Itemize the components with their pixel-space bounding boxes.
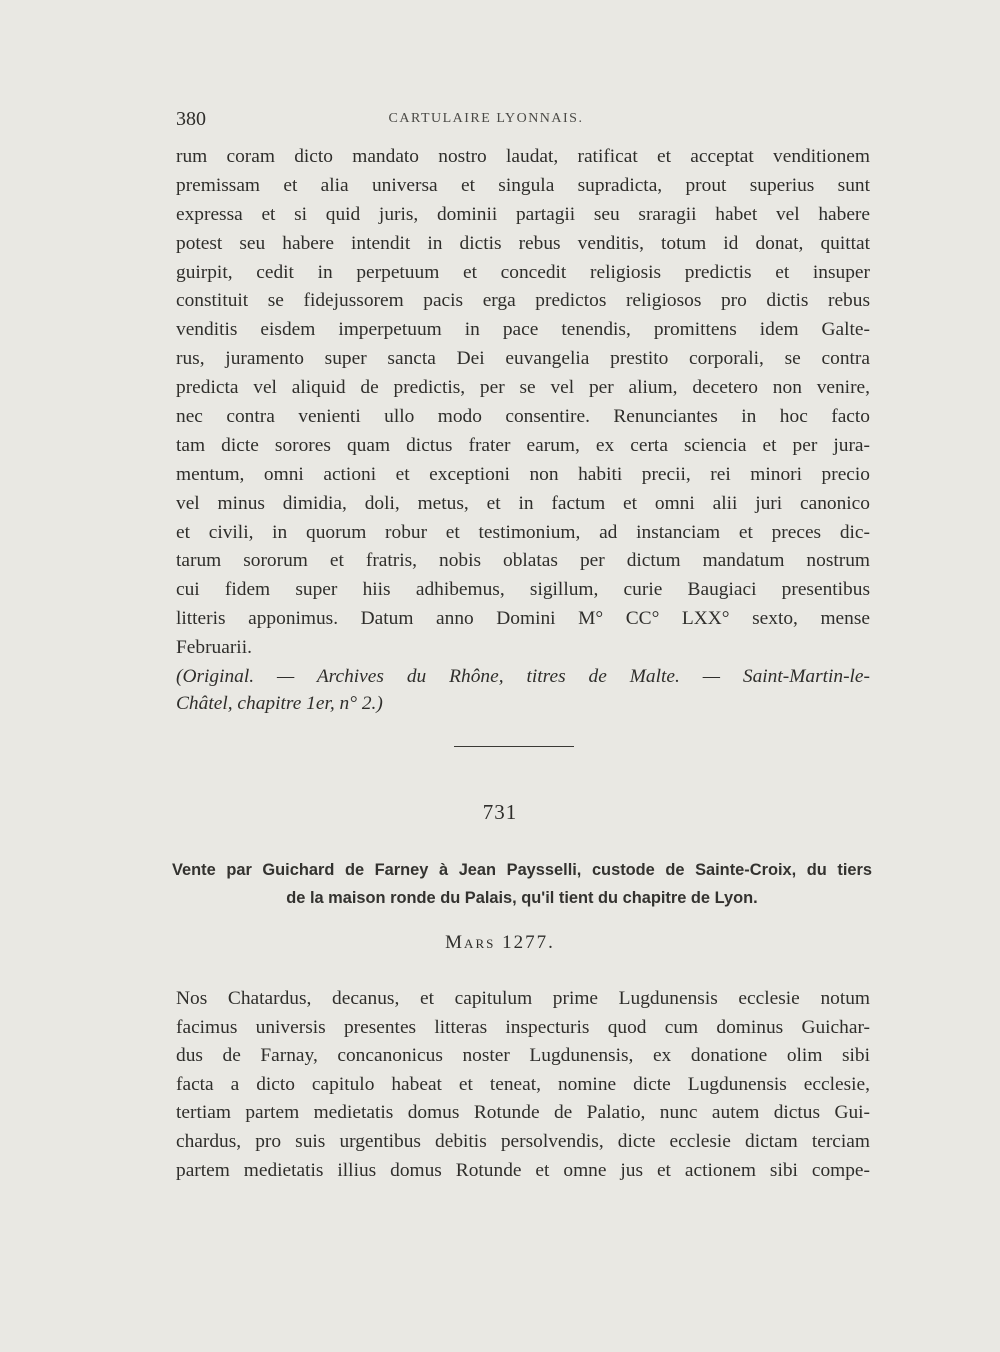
document-title: [172, 856, 872, 912]
text-line: dus de Farnay, concanonicus noster Lugdunensis, ex donatione olim sibi: [176, 1045, 870, 1067]
text-line: rus, juramento super sancta Dei euvangelia prestito corporali, se contra: [176, 348, 870, 370]
text-line: potest seu habere intendit in dictis rebus venditis, totum id donat, quittat: [176, 232, 870, 254]
text-line: rum coram dicto mandato nostro laudat, ratificat et acceptat venditionem: [176, 146, 870, 167]
text-line: venditis eisdem imperpetuum in pace tenendis, promittens idem Galte-: [176, 319, 870, 341]
document-title-line: de la maison ronde du Palais, qu'il tient du chapitre de Lyon.: [286, 889, 758, 907]
running-title: CARTULAIRE LYONNAIS.: [388, 111, 584, 126]
text-line: vel minus dimidia, doli, metus, et in factum et omni alii juri canonico: [176, 492, 870, 514]
text-line: predicta vel aliquid de predictis, per se vel per alium, decetero non venire,: [176, 377, 870, 399]
text-line: nec contra venienti ullo modo consentire. Renunciantes in hoc facto: [176, 406, 870, 428]
running-head: [176, 108, 870, 134]
text-line: mentum, omni actioni et exceptioni non habiti precii, rei minori precio: [176, 463, 870, 485]
continuation-text: [176, 143, 870, 663]
text-line: tarum sororum et fratris, nobis oblatas per dictum mandatum nostrum: [176, 550, 870, 572]
text-line: cui fidem super hiis adhibemus, sigillum, curie Baugiaci presentibus: [176, 579, 870, 601]
document-date-month: Mars: [445, 932, 496, 953]
section-divider: [454, 746, 574, 747]
text-line: constituit se fidejussorem pacis erga predictos religiosos pro dictis rebus: [176, 290, 870, 312]
text-line: partem medietatis illius domus Rotunde et omne jus et actionem sibi compe-: [176, 1159, 870, 1181]
page-number: 380: [176, 108, 206, 130]
text-line: premissam et alia universa et singula supradicta, prout superius sunt: [176, 174, 870, 196]
text-line: guirpit, cedit in perpetuum et concedit religiosis predictis et insuper: [176, 261, 870, 283]
text-line: tam dicte sorores quam dictus frater earum, ex certa sciencia et per jura-: [176, 434, 870, 456]
text-line: Nos Chatardus, decanus, et capitulum prime Lugdunensis ecclesie notum: [176, 988, 870, 1009]
text-line: facta a dicto capitulo habeat et teneat, nomine dicte Lugdunensis ecclesie,: [176, 1073, 870, 1095]
text-line: et civili, in quorum robur et testimonium, ad instanciam et preces dic-: [176, 521, 870, 543]
text-line: tertiam partem medietatis domus Rotunde de Palatio, nunc autem dictus Gui-: [176, 1102, 870, 1124]
text-line: chardus, pro suis urgentibus debitis persolvendis, dicte ecclesie dictam terciam: [176, 1130, 870, 1152]
document-title-line: Vente par Guichard de Farney à Jean Paysselli, custode de Sainte-Croix, du tiers: [172, 861, 872, 879]
text-line: expressa et si quid juris, dominii partagii seu sraragii habet vel habere: [176, 203, 870, 225]
document-number: 731: [482, 800, 518, 824]
source-note-line: Châtel, chapitre 1er, n° 2.): [176, 693, 383, 714]
document-date-year: 1277.: [502, 932, 555, 953]
source-note: [176, 663, 870, 717]
text-line: facimus universis presentes litteras inspecturis quod cum dominus Guichar-: [176, 1016, 870, 1038]
source-note-line: (Original. — Archives du Rhône, titres de Malte. — Saint-Martin-le-: [176, 666, 870, 687]
document-text: [176, 985, 870, 1185]
document-date: [0, 932, 1000, 954]
text-line: litteris apponimus. Datum anno Domini M° CC° LXX° sexto, mense: [176, 608, 870, 630]
text-line: Februarii.: [176, 637, 252, 659]
